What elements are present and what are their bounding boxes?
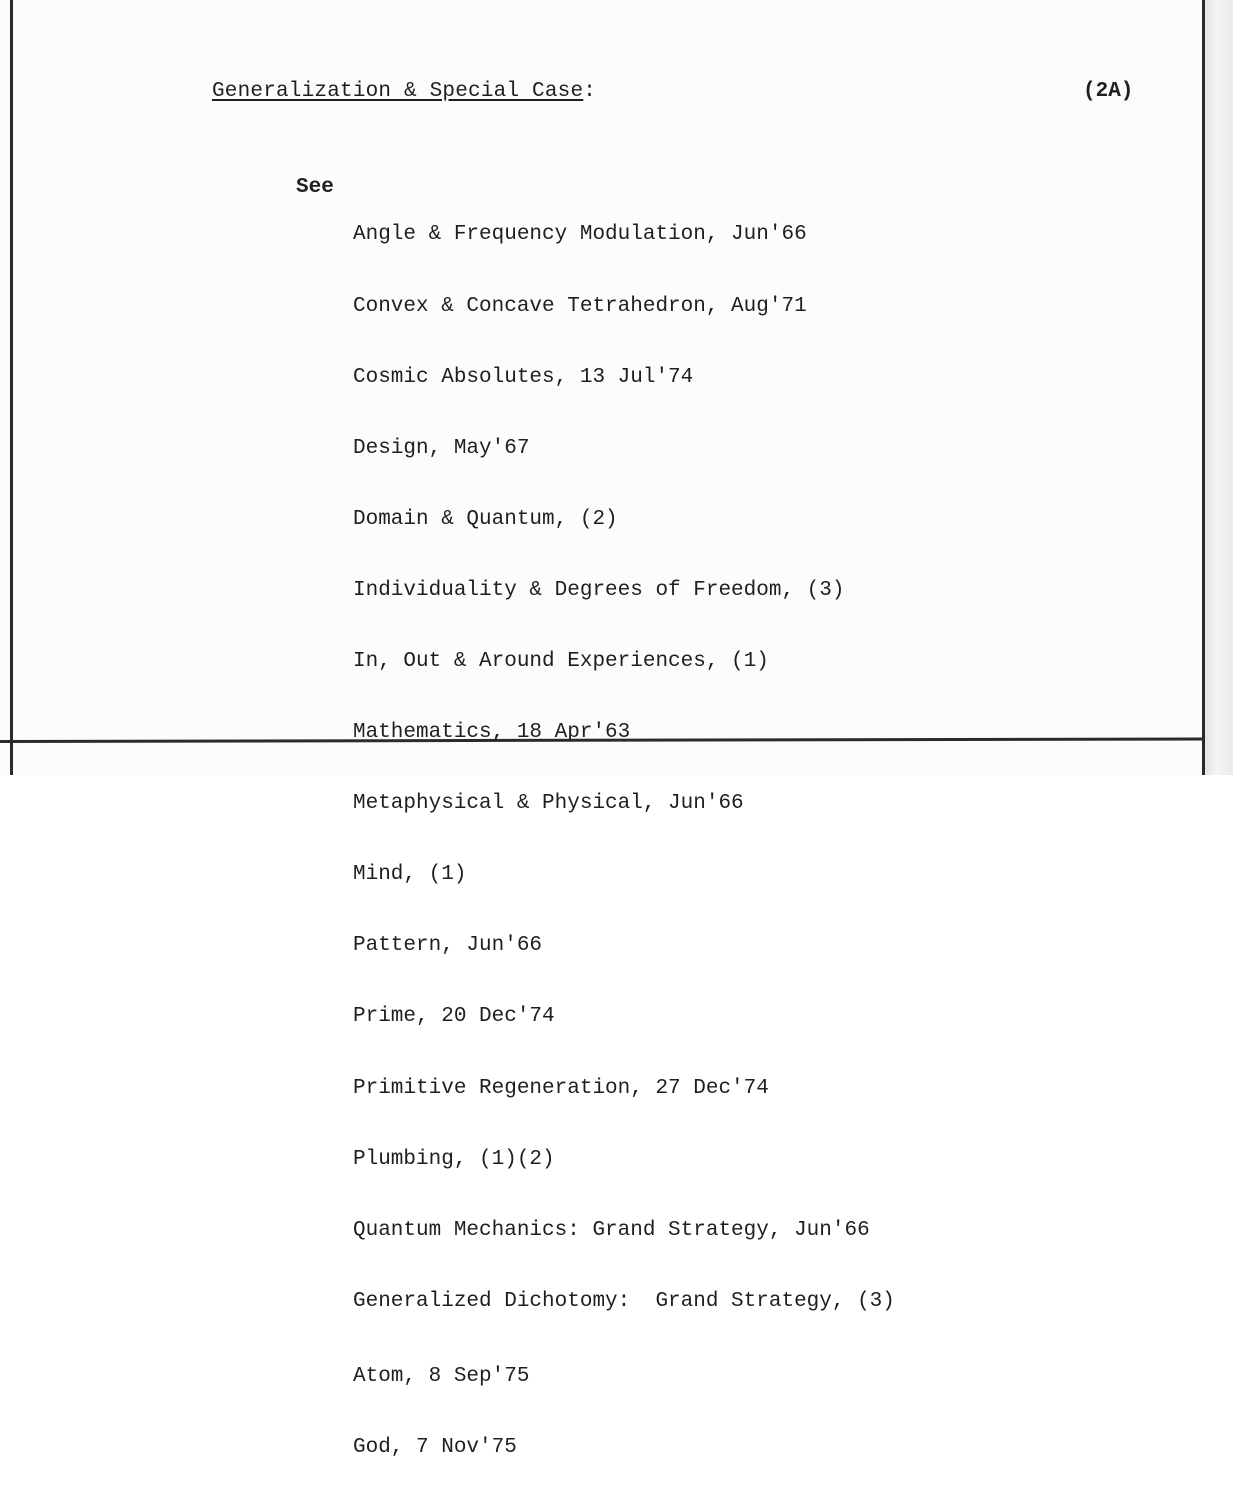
list-item: Prime, 20 Dec'74 xyxy=(353,1005,555,1029)
list-item: In, Out & Around Experiences, (1) xyxy=(353,649,769,673)
list-item: Quantum Mechanics: Grand Strategy, Jun'66 xyxy=(353,1218,870,1242)
page-edge xyxy=(1205,0,1233,775)
list-item: Angle & Frequency Modulation, Jun'66 xyxy=(353,223,807,247)
heading-title: Generalization & Special Case xyxy=(212,80,584,103)
list-item: Cosmic Absolutes, 13 Jul'74 xyxy=(353,365,694,389)
list-item: Plumbing, (1)(2) xyxy=(353,1147,555,1171)
list-item: Atom, 8 Sep'75 xyxy=(353,1364,530,1388)
list-item: Individuality & Degrees of Freedom, (3) xyxy=(353,578,845,602)
list-item: Mathematics, 18 Apr'63 xyxy=(353,721,631,745)
list-item: Design, May'67 xyxy=(353,436,530,460)
list-item: Convex & Concave Tetrahedron, Aug'71 xyxy=(353,294,807,318)
left-border-line xyxy=(10,0,13,775)
card-heading xyxy=(212,80,596,103)
cross-reference-list xyxy=(353,176,895,1507)
list-item: Domain & Quantum, (2) xyxy=(353,507,618,531)
list-item: Metaphysical & Physical, Jun'66 xyxy=(353,792,744,816)
heading-colon: : xyxy=(583,80,597,103)
see-label: See xyxy=(296,176,334,199)
list-item: Generalized Dichotomy: Grand Strategy, (3) xyxy=(353,1289,895,1313)
page-reference: (2A) xyxy=(1083,80,1134,103)
list-item: Pattern, Jun'66 xyxy=(353,934,543,958)
list-item: Primitive Regeneration, 27 Dec'74 xyxy=(353,1076,769,1100)
list-item: Mind, (1) xyxy=(353,863,467,887)
list-item: God, 7 Nov'75 xyxy=(353,1436,517,1459)
